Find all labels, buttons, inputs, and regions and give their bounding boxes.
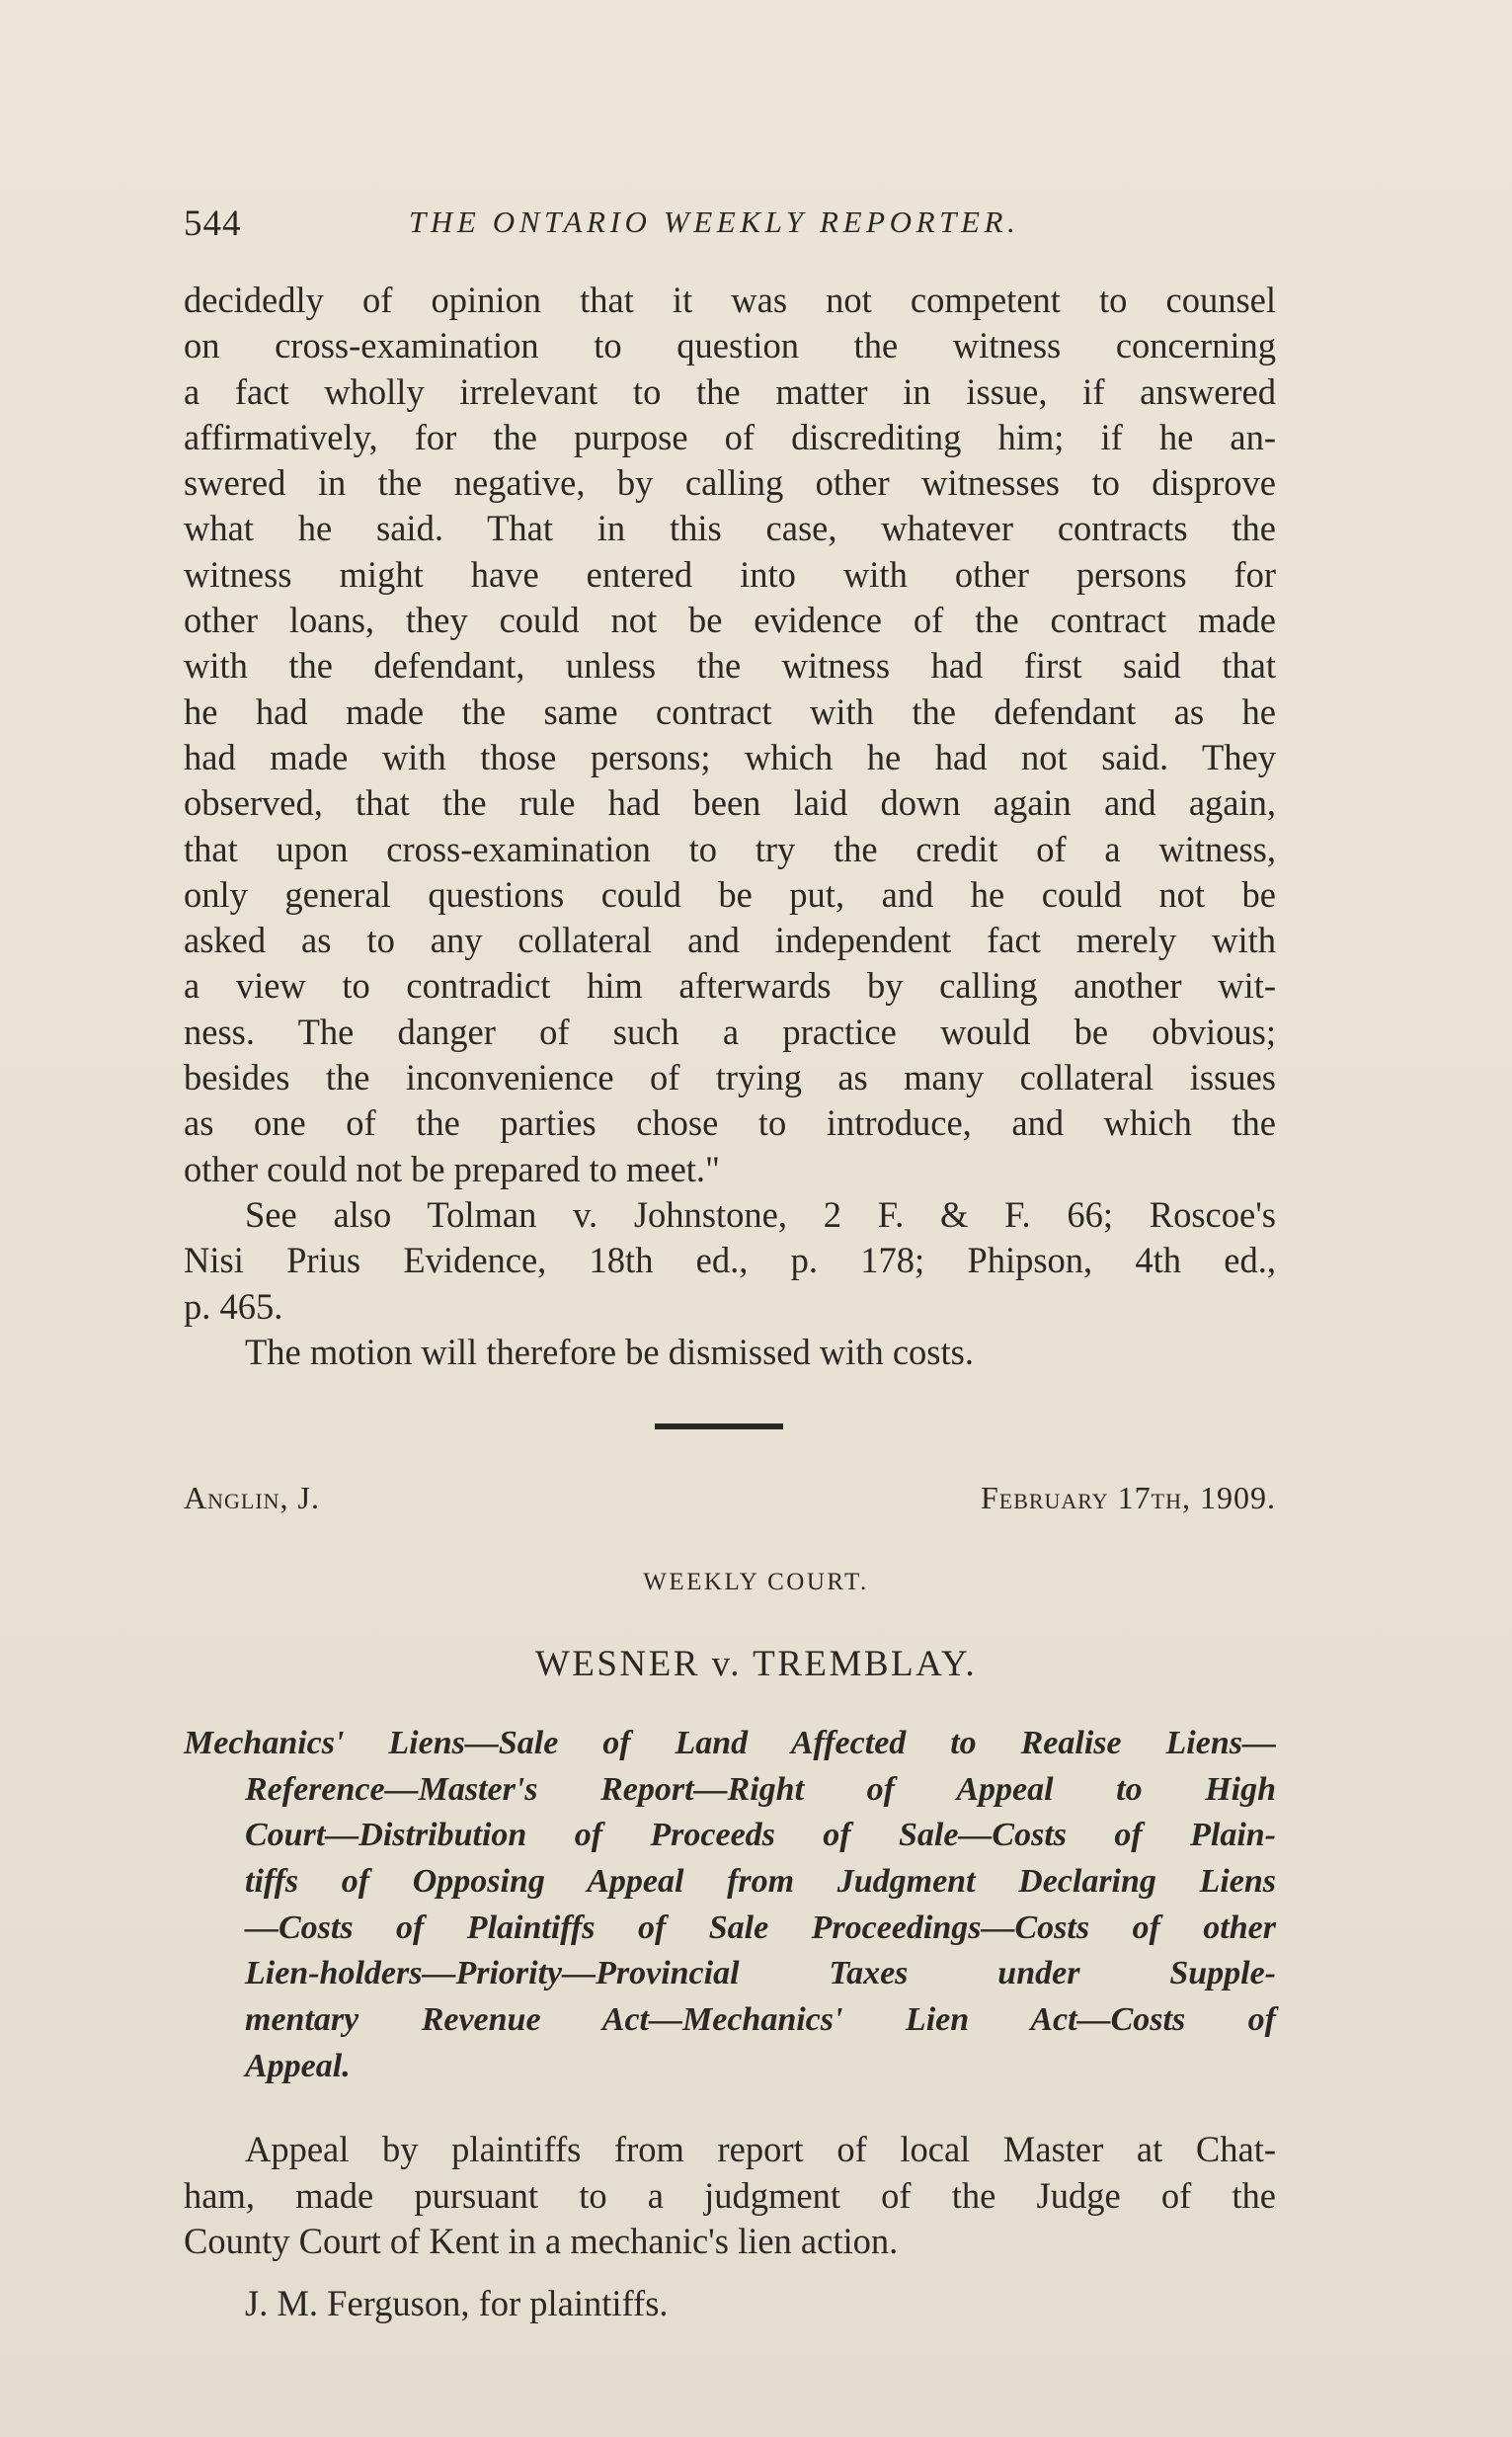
judge-name: Anglin, J.: [184, 1480, 320, 1515]
text-line: Appeal by plaintiffs from report of local Master at Chat-: [245, 2129, 1276, 2169]
counsel-line: J. M. Ferguson, for plaintiffs.: [245, 2283, 669, 2323]
text-line: what he said. That in this case, whatever contracts the: [184, 508, 1276, 549]
body-text: [184, 278, 1276, 1375]
running-title: THE ONTARIO WEEKLY REPORTER.: [409, 204, 1020, 239]
text-line: a fact wholly irrelevant to the matter in issue, if answered: [184, 370, 1276, 412]
text-line: The motion will therefore be dismissed with costs.: [245, 1331, 974, 1372]
text-line: swered in the negative, by calling other witnesses to disprove: [184, 462, 1276, 504]
text-line: County Court of Kent in a mechanic's lien action.: [184, 2221, 899, 2261]
headnote: [184, 1721, 1276, 2090]
text-line: ham, made pursuant to a judgment of the Judge of the: [184, 2174, 1276, 2216]
text-line: witness might have entered into with other persons for: [184, 553, 1276, 595]
page-header: [184, 203, 1276, 262]
text-line: See also Tolman v. Johnstone, 2 F. & F. 66; Roscoe's: [245, 1193, 1276, 1235]
text-line: with the defendant, unless the witness had first said that: [184, 645, 1276, 687]
headnote-line: Lien-holders—Priority—Provincial Taxes under Supple-: [245, 1955, 1276, 1992]
appeal-paragraph: [184, 2127, 1276, 2265]
text-line: a view to contradict him afterwards by calling another wit-: [184, 965, 1276, 1007]
headnote-line: Court—Distribution of Proceeds of Sale—Costs of Plain-: [245, 1817, 1276, 1854]
page-number: 544: [184, 203, 242, 244]
headnote-line: mentary Revenue Act—Mechanics' Lien Act—Costs of: [245, 2001, 1276, 2039]
text-line: observed, that the rule had been laid down again and again,: [184, 782, 1276, 824]
section-divider: [655, 1423, 783, 1429]
text-line: asked as to any collateral and independent fact merely with: [184, 920, 1276, 961]
text-line: other could not be prepared to meet.": [184, 1148, 720, 1189]
headnote-line: Appeal.: [245, 2047, 351, 2084]
text-line: he had made the same contract with the defendant as he: [184, 690, 1276, 732]
headnote-line: Mechanics' Liens—Sale of Land Affected to Realise Liens—: [184, 1725, 1276, 1761]
headnote-line: —Costs of Plaintiffs of Sale Proceedings—Costs of other: [245, 1909, 1276, 1946]
court-name: WEEKLY COURT.: [643, 1569, 869, 1595]
text-line: as one of the parties chose to introduce, and which the: [184, 1102, 1276, 1144]
judgment-date: February 17th, 1909.: [980, 1480, 1276, 1515]
text-line: affirmatively, for the purpose of discrediting him; if he an-: [184, 416, 1276, 457]
text-line: decidedly of opinion that it was not competent to counsel: [184, 280, 1276, 320]
text-line: only general questions could be put, and he could not be: [184, 873, 1276, 915]
headnote-line: Reference—Master's Report—Right of Appeal to High: [245, 1770, 1276, 1808]
text-line: ness. The danger of such a practice would be obvious;: [184, 1011, 1276, 1052]
headnote-line: tiffs of Opposing Appeal from Judgment Declaring Liens: [245, 1863, 1276, 1901]
text-line: that upon cross-examination to try the credit of a witness,: [184, 828, 1276, 869]
text-line: had made with those persons; which he had not said. They: [184, 736, 1276, 777]
text-line: besides the inconvenience of trying as many collateral issues: [184, 1057, 1276, 1098]
text-line: other loans, they could not be evidence of the contract made: [184, 600, 1276, 641]
text-line: Nisi Prius Evidence, 18th ed., p. 178; Phipson, 4th ed.,: [184, 1240, 1276, 1281]
case-title: WESNER v. TREMBLAY.: [534, 1644, 978, 1684]
text-line: p. 465.: [184, 1285, 283, 1327]
text-line: on cross-examination to question the witness concerning: [184, 325, 1276, 366]
